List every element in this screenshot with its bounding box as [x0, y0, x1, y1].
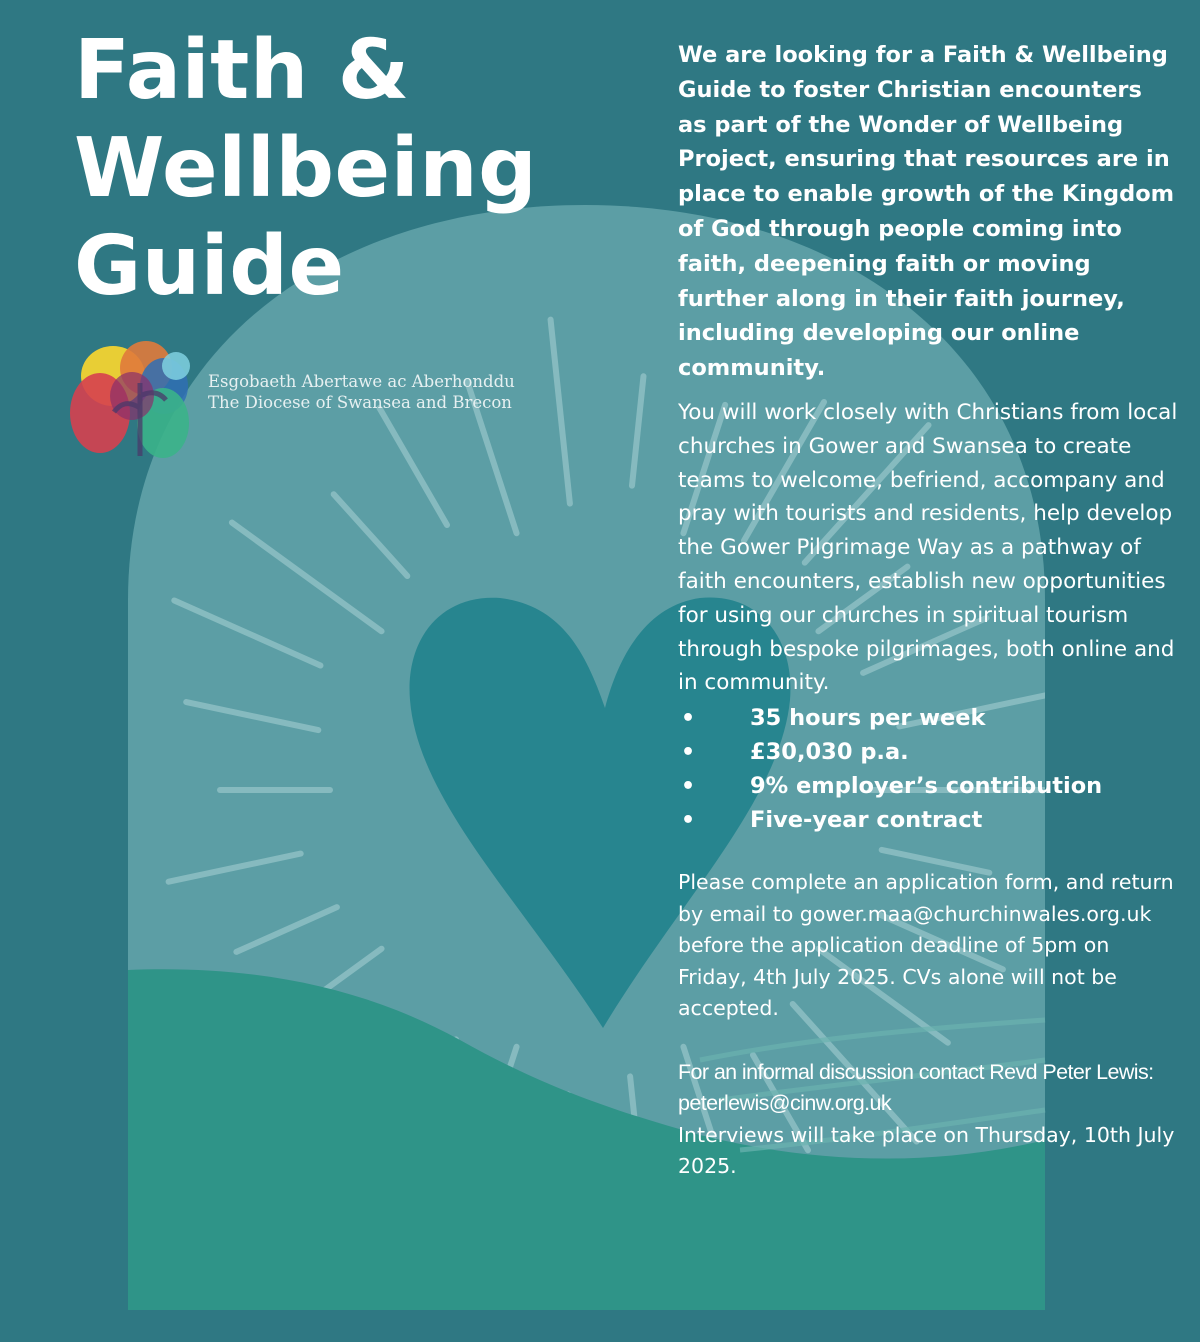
fact-salary — [678, 736, 1178, 770]
role-description: You will work closely with Christians from local churches in Gower and Swansea to create teams to welcome, befriend, accompany and pray with tourists and residents, help develop the Gower Pilgrimage Way as a pathway of faith encounters, establish new opportunities for using our churches in spiritual tourism through bespoke pilgrimages, both online and in community. — [678, 399, 1178, 696]
diocese-name-english: The Diocese of Swansea and Brecon — [208, 393, 512, 412]
fact-text: 35 hours per week — [750, 705, 986, 732]
diocese-emblem-icon — [68, 338, 193, 463]
title-line-3: Guide — [74, 219, 345, 314]
bullet-icon: • — [681, 773, 696, 799]
fact-contract — [678, 804, 1178, 838]
fact-pension — [678, 770, 1178, 804]
bullet-icon: • — [681, 706, 696, 732]
bullet-icon: • — [681, 807, 696, 833]
fact-hours — [678, 702, 1178, 736]
bullet-icon: • — [681, 739, 696, 765]
contact-info: For an informal discussion contact Revd Peter Lewis: peterlewis@cinw.org.uk — [678, 1059, 1154, 1116]
job-facts-list — [678, 702, 1178, 837]
page-title — [74, 22, 537, 316]
diocese-name-welsh: Esgobaeth Abertawe ac Aberhonddu — [208, 372, 515, 391]
fact-text: 9% employer’s contribution — [750, 772, 1103, 799]
fact-text: £30,030 p.a. — [750, 738, 909, 765]
title-line-1: Faith & — [74, 23, 410, 118]
title-line-2: Wellbeing — [74, 121, 538, 216]
diocese-name — [208, 371, 515, 413]
job-description-column — [678, 38, 1178, 1183]
application-instructions: Please complete an application form, and return by email to gower.maa@churchinwales.org.uk before the application deadline of 5pm on Friday, 4th July 2025. CVs alone will not be accepted. — [678, 870, 1174, 1021]
interview-date: Interviews will take place on Thursday, 10th July 2025. — [678, 1122, 1175, 1179]
intro-paragraph: We are looking for a Faith & Wellbeing Guide to foster Christian encounters as part of the Wonder of Wellbeing Project, ensuring that resources are in place to enable growth of the Kingdom of God through people coming into faith, deepening faith or moving further along in their faith journey, including developing our online community. — [678, 42, 1175, 382]
diocese-logo — [68, 338, 515, 463]
fact-text: Five-year contract — [750, 806, 983, 833]
